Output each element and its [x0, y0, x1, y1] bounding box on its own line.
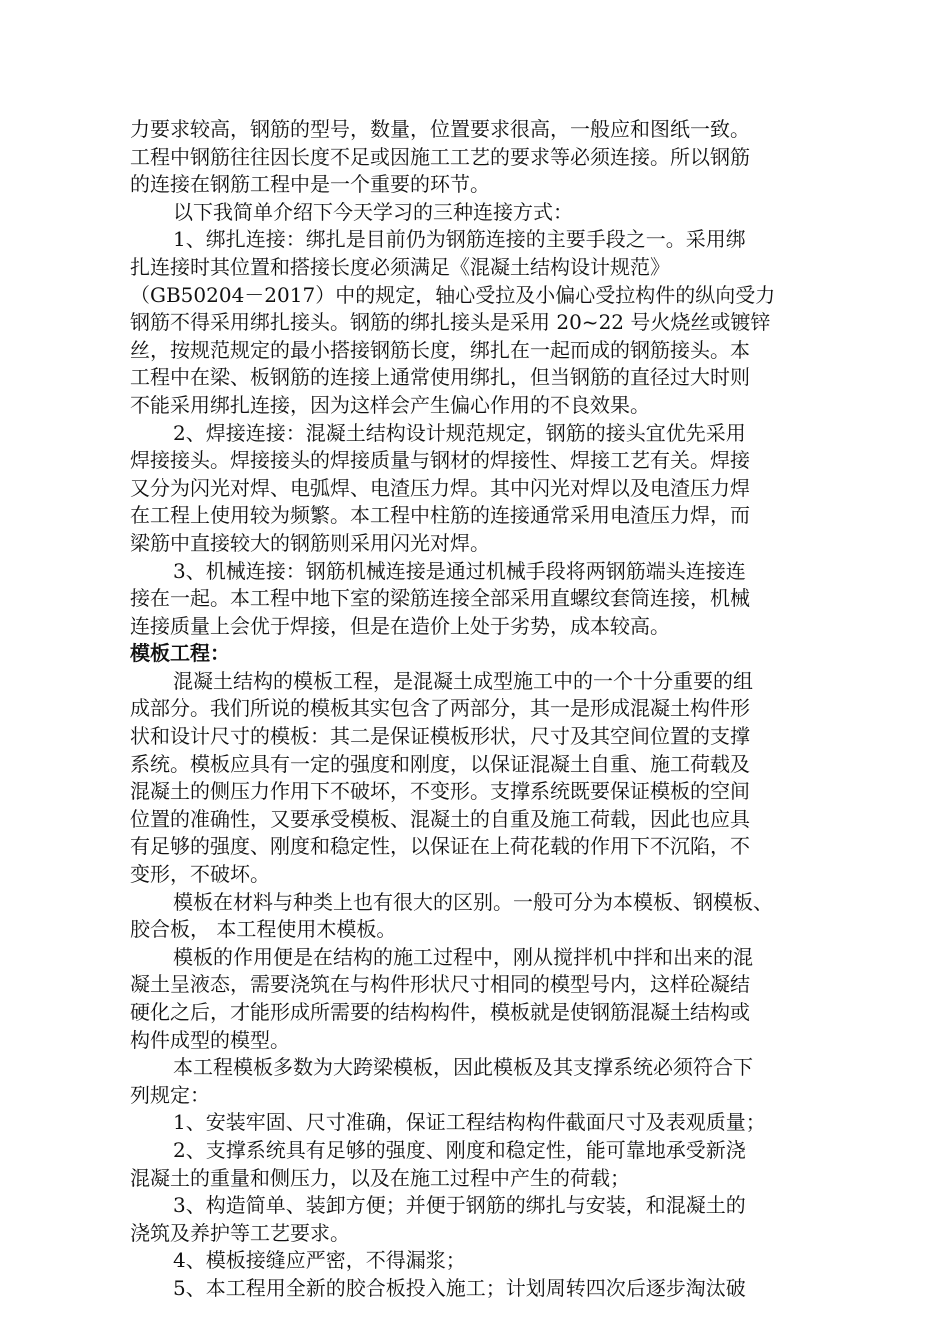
text-line: 有足够的强度、刚度和稳定性，以保证在上荷花载的作用下不沉陷，不 [130, 834, 750, 859]
text-line: 3、构造简单、装卸方便；并便于钢筋的绑扎与安装，和混凝土的 [173, 1193, 746, 1218]
text-line: 丝，按规范规定的最小搭接钢筋长度，绑扎在一起而成的钢筋接头。本 [130, 337, 750, 362]
text-line: 浇筑及养护等工艺要求。 [130, 1220, 350, 1245]
text-line: 4、模板接缝应严密，不得漏浆； [173, 1248, 466, 1273]
text-line: 本工程模板多数为大跨梁模板，因此模板及其支撑系统必须符合下 [173, 1055, 753, 1080]
text-line: 以下我简单介绍下今天学习的三种连接方式： [173, 199, 573, 224]
text-line: 混凝土的重量和侧压力，以及在施工过程中产生的荷载； [130, 1165, 630, 1190]
text-line: 的连接在钢筋工程中是一个重要的环节。 [130, 172, 490, 197]
text-line: 状和设计尺寸的模板：其二是保证模板形状，尺寸及其空间位置的支撑 [130, 724, 750, 749]
text-line: 不能采用绑扎连接，因为这样会产生偏心作用的不良效果。 [130, 392, 650, 417]
text-line: 混凝土结构的模板工程，是混凝土成型施工中的一个十分重要的组 [173, 668, 753, 693]
text-line: 凝土呈液态，需要浇筑在与构件形状尺寸相同的模型号内，这样砼凝结 [130, 972, 750, 997]
text-line: 构件成型的模型。 [130, 1027, 290, 1052]
text-line: 位置的准确性，又要承受模板、混凝土的自重及施工荷载，因此也应具 [130, 806, 750, 831]
text-line: 系统。模板应具有一定的强度和刚度，以保证混凝土自重、施工荷载及 [130, 751, 750, 776]
text-line: 3、机械连接：钢筋机械连接是通过机械手段将两钢筋端头连接连 [173, 558, 746, 583]
text-line: 梁筋中直接较大的钢筋则采用闪光对焊。 [130, 530, 490, 555]
text-line: 成部分。我们所说的模板其实包含了两部分，其一是形成混凝土构件形 [130, 696, 750, 721]
text-line: 2、支撑系统具有足够的强度、刚度和稳定性，能可靠地承受新浇 [173, 1137, 746, 1162]
text-line: 工程中在梁、板钢筋的连接上通常使用绑扎，但当钢筋的直径过大时则 [130, 365, 750, 390]
text-line: 2、焊接连接：混凝土结构设计规范规定，钢筋的接头宜优先采用 [173, 420, 746, 445]
text-line: 模板的作用便是在结构的施工过程中，刚从搅拌机中拌和出来的混 [173, 944, 753, 969]
section-heading: 模板工程： [130, 641, 230, 666]
text-line: 在工程上使用较为频繁。本工程中柱筋的连接通常采用电渣压力焊，而 [130, 503, 750, 528]
text-line: 接在一起。本工程中地下室的梁筋连接全部采用直螺纹套筒连接，机械 [130, 586, 750, 611]
text-line: 变形，不破坏。 [130, 862, 270, 887]
text-line: 1、安装牢固、尺寸准确，保证工程结构构件截面尺寸及表观质量； [173, 1110, 766, 1135]
text-line: 连接质量上会优于焊接，但是在造价上处于劣势，成本较高。 [130, 613, 670, 638]
text-line: 列规定： [130, 1082, 210, 1107]
text-line: （GB50204－2017）中的规定，轴心受拉及小偏心受拉构件的纵向受力 [130, 282, 776, 307]
text-line: 扎连接时其位置和搭接长度必须满足《混凝土结构设计规范》 [130, 254, 670, 279]
text-line: 模板在材料与种类上也有很大的区别。一般可分为本模板、钢模板、 [173, 889, 773, 914]
text-line: 1、绑扎连接：绑扎是目前仍为钢筋连接的主要手段之一。采用绑 [173, 227, 746, 252]
text-line: 又分为闪光对焊、电弧焊、电渣压力焊。其中闪光对焊以及电渣压力焊 [130, 475, 750, 500]
text-line: 工程中钢筋往往因长度不足或因施工工艺的要求等必须连接。所以钢筋 [130, 144, 750, 169]
text-line: 焊接接头。焊接接头的焊接质量与钢材的焊接性、焊接工艺有关。焊接 [130, 448, 750, 473]
text-line: 硬化之后，才能形成所需要的结构构件，模板就是使钢筋混凝土结构或 [130, 1000, 750, 1024]
document-body [130, 116, 842, 1303]
text-line: 力要求较高，钢筋的型号，数量，位置要求很高，一般应和图纸一致。 [130, 117, 750, 141]
text-line: 胶合板， 本工程使用木模板。 [130, 917, 397, 942]
text-line: 混凝土的侧压力作用下不破坏，不变形。支撑系统既要保证模板的空间 [130, 779, 750, 804]
text-line: 5、本工程用全新的胶合板投入施工；计划周转四次后逐步淘汰破 [173, 1275, 746, 1300]
text-line: 钢筋不得采用绑扎接头。钢筋的绑扎接头是采用 20~22 号火烧丝或镀锌 [130, 310, 771, 335]
